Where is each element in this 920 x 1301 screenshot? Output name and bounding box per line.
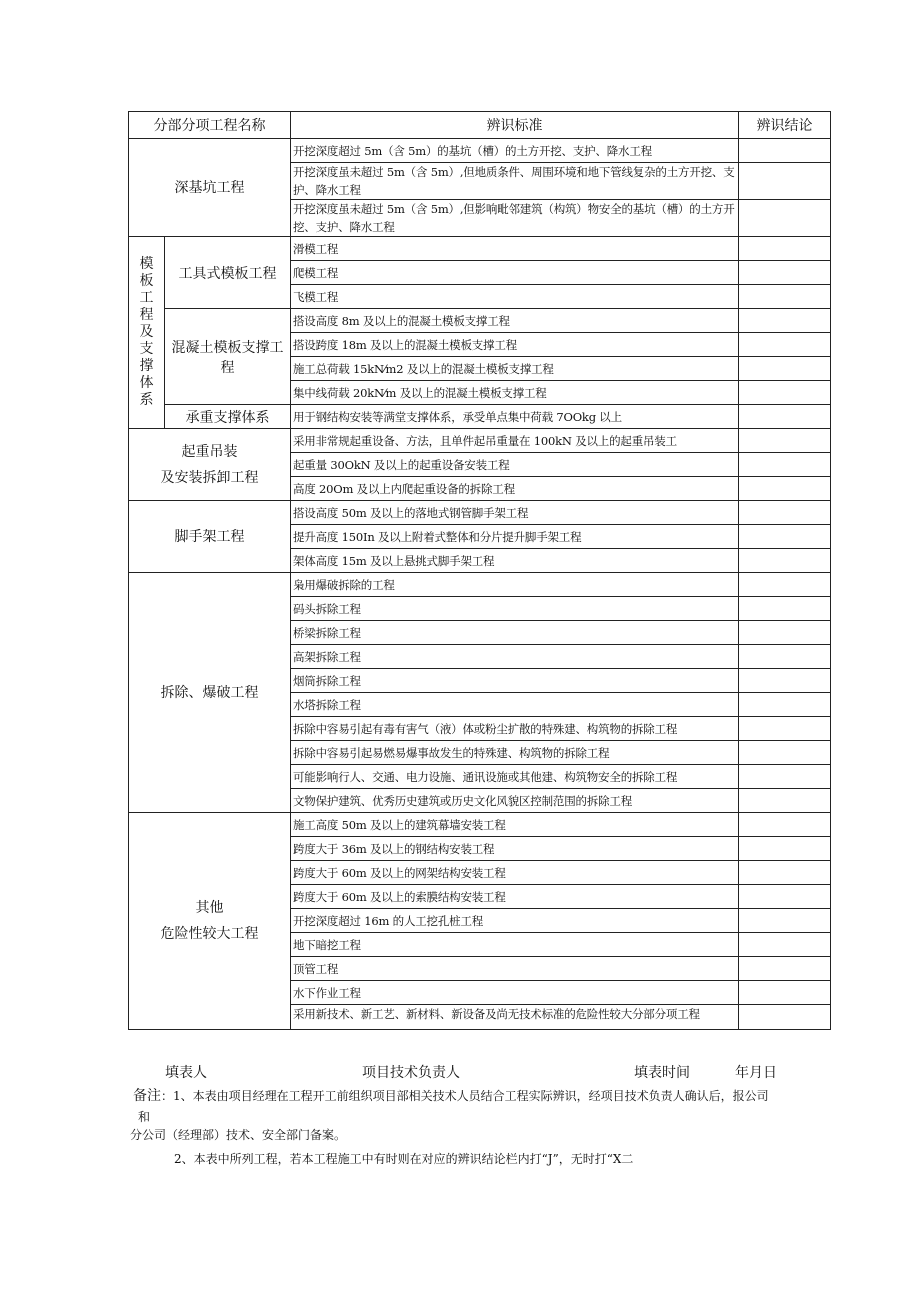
remark-note1-c: 分公司（经理部）技术、安全部门备案。 [130,1128,347,1142]
criterion-cell: 烟筒拆除工程 [291,669,739,693]
conclusion-cell[interactable] [739,981,831,1005]
category-scaffold: 脚手架工程 [129,501,291,573]
subcategory-concrete-formwork: 混凝土模板支撑工程 [165,309,291,405]
criterion-text: 可能影响行人、交通、电力设施、通讯设施或其他建、构筑物安全的拆除工程 [293,769,678,784]
remark-note1-b: 和 [138,1110,151,1124]
remark-note1-a: ：1、本表由项目经理在工程开工前组织项目部相关技术人员结合工程实际辨识，经项目技术负责人确认后，报公司 [161,1089,769,1103]
criterion-cell: 搭设跨度 18m 及以上的混凝土模板支撑工程 [291,333,739,357]
conclusion-cell[interactable] [739,861,831,885]
criterion-cell: 跨度大于 60m 及以上的索膜结构安装工程 [291,885,739,909]
category-deep-pit: 深基坑工程 [129,139,291,237]
category-other [129,813,291,1030]
category-lifting-line1: 起重吊装 [181,443,238,460]
criterion-cell: 高架拆除工程 [291,645,739,669]
criterion-cell: 搭设高度 8m 及以上的混凝土模板支撑工程 [291,309,739,333]
conclusion-cell[interactable] [739,837,831,861]
criterion-text: 采用非常规起重设备、方法，且单件起吊重量在 100kN 及以上的起重吊装工 [293,433,677,448]
conclusion-cell[interactable] [739,645,831,669]
conclusion-cell[interactable] [739,741,831,765]
category-lifting-line2: 及安装拆卸工程 [160,469,259,486]
conclusion-cell[interactable] [739,525,831,549]
criterion-text: 采用新技术、新工艺、新材料、新设备及尚无技术标准的危险性较大分部分项工程 [293,1007,700,1021]
conclusion-cell[interactable] [739,139,831,163]
remark-line1 [133,1087,769,1105]
conclusion-cell[interactable] [739,285,831,309]
conclusion-cell[interactable] [739,357,831,381]
criterion-cell: 文物保护建筑、优秀历史建筑或历史文化风貌区控制范围的拆除工程 [291,789,739,813]
criterion-cell: 拆除中容易引起易燃易爆事故发生的特殊建、构筑物的拆除工程 [291,741,739,765]
conclusion-cell[interactable] [739,909,831,933]
criterion-cell: 集中线荷载 20kN⁄m 及以上的混凝土模板支撑工程 [291,381,739,405]
criterion-cell: 飞模工程 [291,285,739,309]
criterion-cell: 枭用爆破拆除的工程 [291,573,739,597]
conclusion-cell[interactable] [739,200,831,237]
conclusion-cell[interactable] [739,1005,831,1030]
footer-filler: 填表人 [165,1065,207,1081]
remark-label: 备注 [133,1088,161,1104]
subcategory-tool-formwork: 工具式模板工程 [165,237,291,309]
criterion-cell: 用于钢结构安装等满堂支撑体系，承受单点集中荷载 7OOkg 以上 [291,405,739,429]
conclusion-cell[interactable] [739,693,831,717]
criterion-cell: 水下作业工程 [291,981,739,1005]
criterion-cell: 桥梁拆除工程 [291,621,739,645]
footer-date: 年月日 [735,1065,777,1081]
criterion-cell: 开挖深度超过 16m 的人工挖孔桩工程 [291,909,739,933]
category-demolition: 拆除、爆破工程 [129,573,291,813]
conclusion-cell[interactable] [739,453,831,477]
criterion-cell: 地下暗挖工程 [291,933,739,957]
conclusion-cell[interactable] [739,813,831,837]
conclusion-cell[interactable] [739,333,831,357]
subcategory-bearing-support: 承重支撑体系 [165,405,291,429]
conclusion-cell[interactable] [739,237,831,261]
header-criterion: 辨识标准 [291,112,739,139]
conclusion-cell[interactable] [739,933,831,957]
remark-note2: 2、本表中所列工程，若本工程施工中有时则在对应的辨识结论栏内打“J”，无时打“X二 [174,1152,634,1166]
criterion-text: 拆除中容易引起有毒有害气（液）体或粉尘扩散的特殊建、构筑物的拆除工程 [293,721,678,736]
conclusion-cell[interactable] [739,669,831,693]
criterion-cell: 开挖深度虽未超过 5m（含 5m）,但地质条件、周围环境和地下管线复杂的土方开挖、支护、降水工程 [291,163,739,200]
conclusion-cell[interactable] [739,477,831,501]
criterion-cell: 提升高度 150In 及以上附着式整体和分片提升脚手架工程 [291,525,739,549]
header-category: 分部分项工程名称 [129,112,291,139]
conclusion-cell[interactable] [739,573,831,597]
conclusion-cell[interactable] [739,261,831,285]
conclusion-cell[interactable] [739,381,831,405]
criterion-cell: 施工总荷载 15kN⁄m2 及以上的混凝土模板支撑工程 [291,357,739,381]
conclusion-cell[interactable] [739,765,831,789]
criterion-cell: 开挖深度超过 5m（含 5m）的基坑（槽）的土方开挖、支护、降水工程 [291,139,739,163]
criterion-cell: 架体高度 15m 及以上悬挑式脚手架工程 [291,549,739,573]
criterion-cell: 开挖深度虽未超过 5m（含 5m）,但影响毗邻建筑（构筑）物安全的基坑（槽）的土方开挖、支护、降水工程 [291,200,739,237]
header-conclusion: 辨识结论 [739,112,831,139]
conclusion-cell[interactable] [739,549,831,573]
conclusion-cell[interactable] [739,309,831,333]
criterion-cell: 码头拆除工程 [291,597,739,621]
footer-fill-time: 填表时间 [634,1065,690,1081]
criterion-cell: 滑模工程 [291,237,739,261]
category-formwork [129,237,165,429]
criterion-cell [291,765,739,789]
conclusion-cell[interactable] [739,597,831,621]
conclusion-cell[interactable] [739,621,831,645]
conclusion-cell[interactable] [739,501,831,525]
conclusion-cell[interactable] [739,405,831,429]
conclusion-cell[interactable] [739,163,831,200]
criterion-cell: 起重量 30OkN 及以上的起重设备安装工程 [291,453,739,477]
criterion-cell: 顶管工程 [291,957,739,981]
conclusion-cell[interactable] [739,429,831,453]
criterion-cell [291,1005,739,1030]
category-other-line2: 危险性较大工程 [160,926,259,942]
conclusion-cell[interactable] [739,957,831,981]
category-other-line1: 其他 [195,900,224,916]
category-lifting [129,429,291,501]
criterion-cell: 跨度大于 60m 及以上的网架结构安装工程 [291,861,739,885]
conclusion-cell[interactable] [739,885,831,909]
footer-tech-lead: 项目技术负责人 [362,1065,460,1081]
criterion-cell: 搭设高度 50m 及以上的落地式钢管脚手架工程 [291,501,739,525]
conclusion-cell[interactable] [739,717,831,741]
category-formwork-label: 模板工程及支撑体系 [139,256,154,408]
criterion-cell: 跨度大于 36m 及以上的钢结构安装工程 [291,837,739,861]
criterion-cell [291,717,739,741]
criterion-cell: 水塔拆除工程 [291,693,739,717]
criterion-cell: 高度 20Om 及以上内爬起重设备的拆除工程 [291,477,739,501]
conclusion-cell[interactable] [739,789,831,813]
criterion-cell: 爬模工程 [291,261,739,285]
criterion-cell: 施工高度 50m 及以上的建筑幕墙安装工程 [291,813,739,837]
identification-table [128,111,831,1030]
criterion-cell [291,429,739,453]
